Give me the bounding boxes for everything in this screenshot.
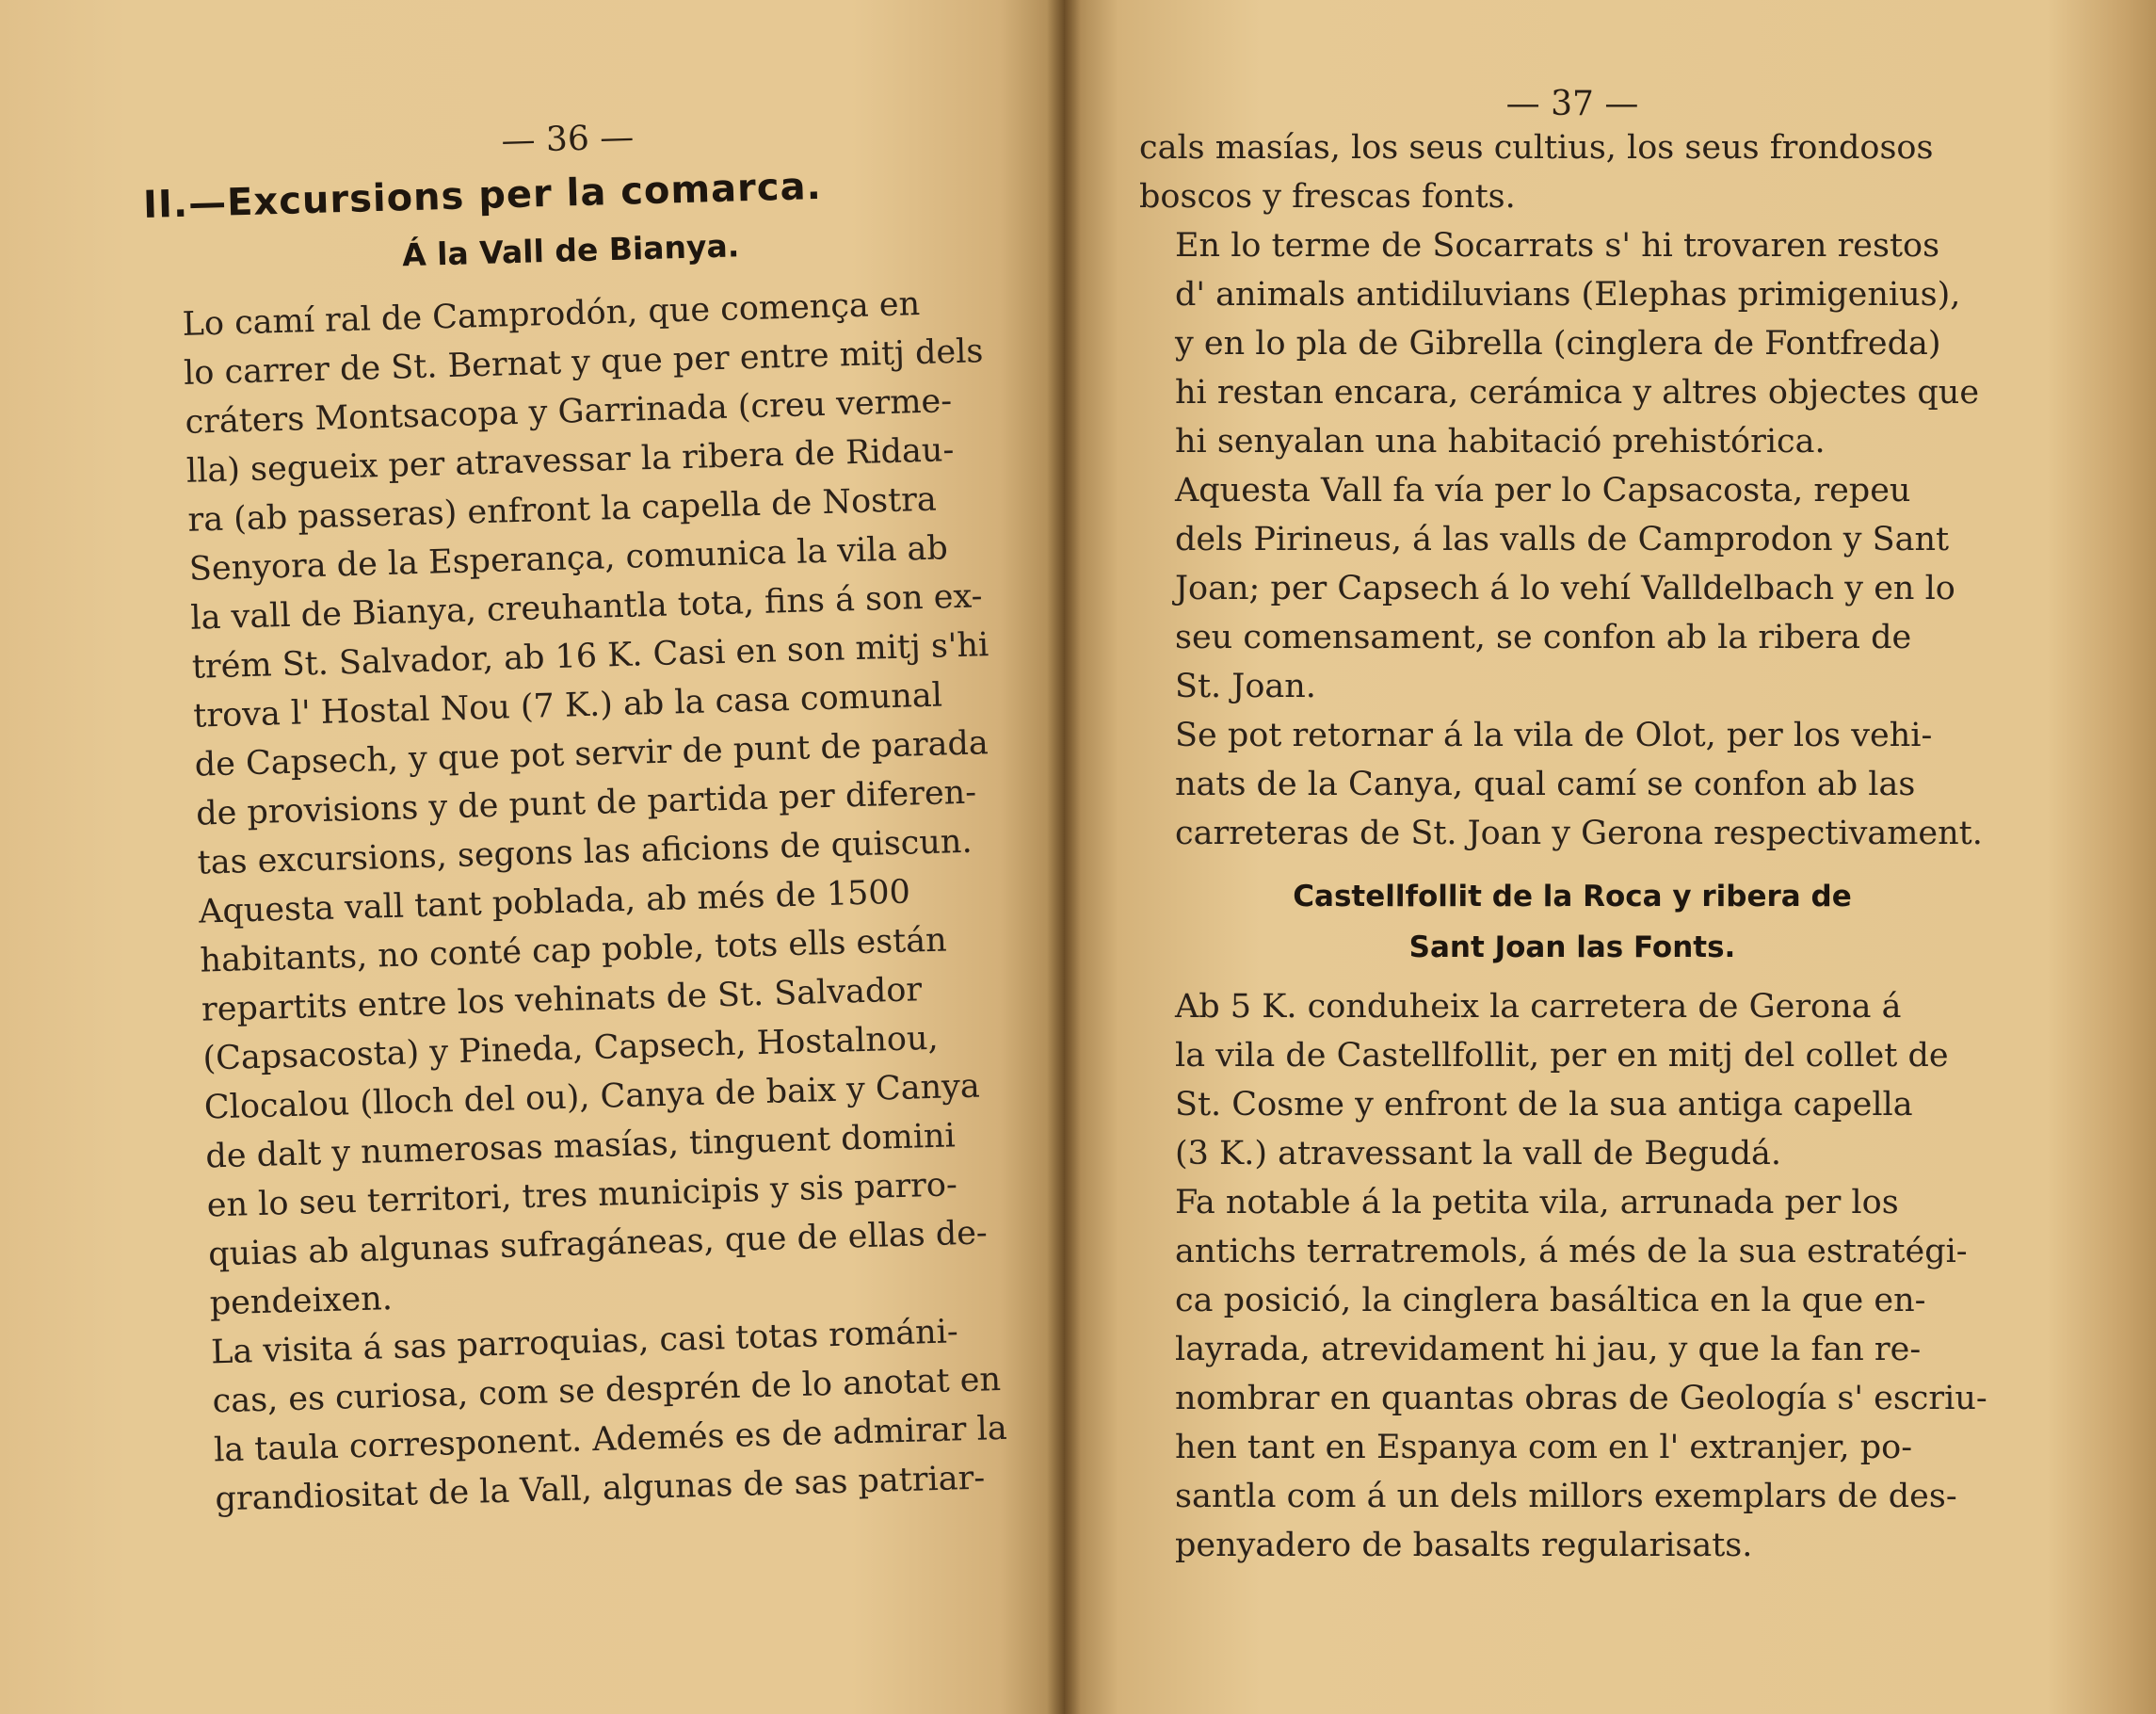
paragraph <box>1139 982 2005 1178</box>
text-line: de Capsech, y que pot servir de punt de parada <box>194 724 990 784</box>
section-title: II.—Excursions per la comarca. <box>142 164 823 227</box>
subtitle-line: Sant Joan las Fonts. <box>1408 930 1736 964</box>
text-line: (3 K.) atravessant la vall de Begudá. <box>1175 1135 1781 1172</box>
text-line: quias ab algunas sufragáneas, que de ellas de- <box>207 1214 989 1274</box>
text-line: santla com á un dels millors exemplars de des- <box>1175 1478 1957 1515</box>
text-line: repartits entre los vehinats de St. Salvador <box>201 971 923 1029</box>
text-line: nombrar en quantas obras de Geología s' escriu- <box>1175 1380 1987 1417</box>
subtitle-line: Castellfollit de la Roca y ribera de <box>1293 880 1852 914</box>
text-line: St. Cosme y enfront de la sua antiga capella <box>1175 1086 1913 1124</box>
subtitle-castellfollit <box>1139 871 2005 973</box>
text-line: penyadero de basalts regularisats. <box>1175 1527 1753 1564</box>
text-line: pendeixen. <box>209 1280 394 1323</box>
text-line: dels Pirineus, á las valls de Camprodon y Sant <box>1175 521 1950 558</box>
text-line: antichs terratremols, á més de la sua estratégi- <box>1175 1233 1968 1270</box>
text-line: (Capsacosta) y Pineda, Capsech, Hostalnou, <box>201 1019 940 1078</box>
text-line: ra (ab passeras) enfront la capella de Nostra <box>186 480 938 540</box>
text-line: Joan; per Capsech á lo vehí Valldelbach y en lo <box>1175 570 1955 607</box>
text-line: Aquesta Vall fa vía per lo Capsacosta, repeu <box>1175 472 1911 509</box>
page-number-left: — 36 — <box>500 118 635 161</box>
text-line: de dalt y numerosas masías, tinguent domini <box>204 1117 957 1176</box>
page-number-right: — 37 — <box>1505 85 1639 123</box>
left-page <box>0 0 1064 1714</box>
text-line: seu comensament, se confon ab la ribera de <box>1175 619 1912 656</box>
text-line: Ab 5 K. conduheix la carretera de Gerona á <box>1175 988 1902 1026</box>
text-line: Senyora de la Esperança, comunica la vila ab <box>188 529 949 589</box>
paragraph <box>1139 1178 2005 1570</box>
text-line: En lo terme de Socarrats s' hi trovaren restos <box>1175 227 1940 265</box>
text-line: nats de la Canya, qual camí se confon ab las <box>1175 766 1916 803</box>
text-line: layrada, atrevidament hi jau, y que la fan re- <box>1175 1331 1922 1368</box>
text-line: habitants, no conté cap poble, tots ells están <box>200 921 948 980</box>
text-line: Aquesta vall tant poblada, ab més de 1500 <box>198 873 911 931</box>
text-line: d' animals antidiluvians (Elephas primigenius), <box>1175 276 1961 314</box>
text-line: trém St. Salvador, ab 16 K. Casi en son mitj s'hi <box>191 626 990 687</box>
text-line: hi restan encara, cerámica y altres objectes que <box>1175 374 1980 412</box>
text-line: la vila de Castellfollit, per en mitj del collet de <box>1175 1037 1949 1075</box>
text-line: de provisions y de punt de partida per diferen- <box>195 773 977 833</box>
text-line: Clocalou (lloch del ou), Canya de baix y Canya <box>203 1067 981 1127</box>
text-line: Se pot retornar á la vila de Olot, per los vehi- <box>1175 717 1933 754</box>
paragraph <box>1139 123 2005 221</box>
right-page-content <box>1139 85 2005 1570</box>
paragraph <box>146 278 1014 889</box>
text-line: ca posició, la cinglera basáltica en la que en- <box>1175 1282 1926 1319</box>
text-line: hi senyalan una habitació prehistórica. <box>1175 423 1826 461</box>
paragraph <box>1139 711 2005 858</box>
text-line: cas, es curiosa, com se desprén de lo anotat en <box>212 1361 1002 1421</box>
text-line: la taula corresponent. Ademés es de admirar la <box>213 1409 1008 1470</box>
text-line: trova l' Hostal Nou (7 K.) ab la casa comunal <box>192 676 943 736</box>
text-line: tas excursions, segons las aficions de quiscun. <box>197 822 973 882</box>
text-line: grandiositat de la Vall, algunas de sas patriar- <box>215 1459 986 1519</box>
text-line: cráters Montsacopa y Garrinada (creu verme- <box>185 382 953 442</box>
text-line: boscos y frescas fonts. <box>1139 178 1516 216</box>
text-line: St. Joan. <box>1175 668 1316 705</box>
text-line: carreteras de St. Joan y Gerona respectivament. <box>1175 815 1983 852</box>
text-line: La visita á sas parroquias, casi totas románi- <box>210 1313 959 1372</box>
paragraph <box>1139 221 2005 466</box>
text-line: y en lo pla de Gibrella (cinglera de Fontfreda) <box>1175 325 1941 363</box>
text-line: lla) segueix per atravessar la ribera de Ridau- <box>185 431 955 491</box>
book-gutter <box>1047 0 1081 1714</box>
text-line: lo carrer de St. Bernat y que per entre mitj dels <box>183 332 984 393</box>
text-line: Lo camí ral de Camprodón, que comença en <box>182 284 921 344</box>
subtitle-vall-bianya: Á la Vall de Bianya. <box>401 227 740 274</box>
left-page-content <box>141 108 1032 1526</box>
text-line: cals masías, los seus cultius, los seus frondosos <box>1139 129 1934 167</box>
right-page <box>1064 0 2156 1714</box>
text-line: hen tant en Espanya com en l' extranjer, po- <box>1175 1429 1913 1466</box>
text-line: en lo seu territori, tres municipis y sis parro- <box>206 1166 958 1225</box>
text-line: la vall de Bianya, creuhantla tota, fins á son ex- <box>189 577 983 638</box>
text-line: Fa notable á la petita vila, arrunada per los <box>1175 1184 1899 1221</box>
paragraph <box>1139 466 2005 711</box>
paragraph <box>162 865 1026 1329</box>
paragraph <box>175 1305 1032 1525</box>
